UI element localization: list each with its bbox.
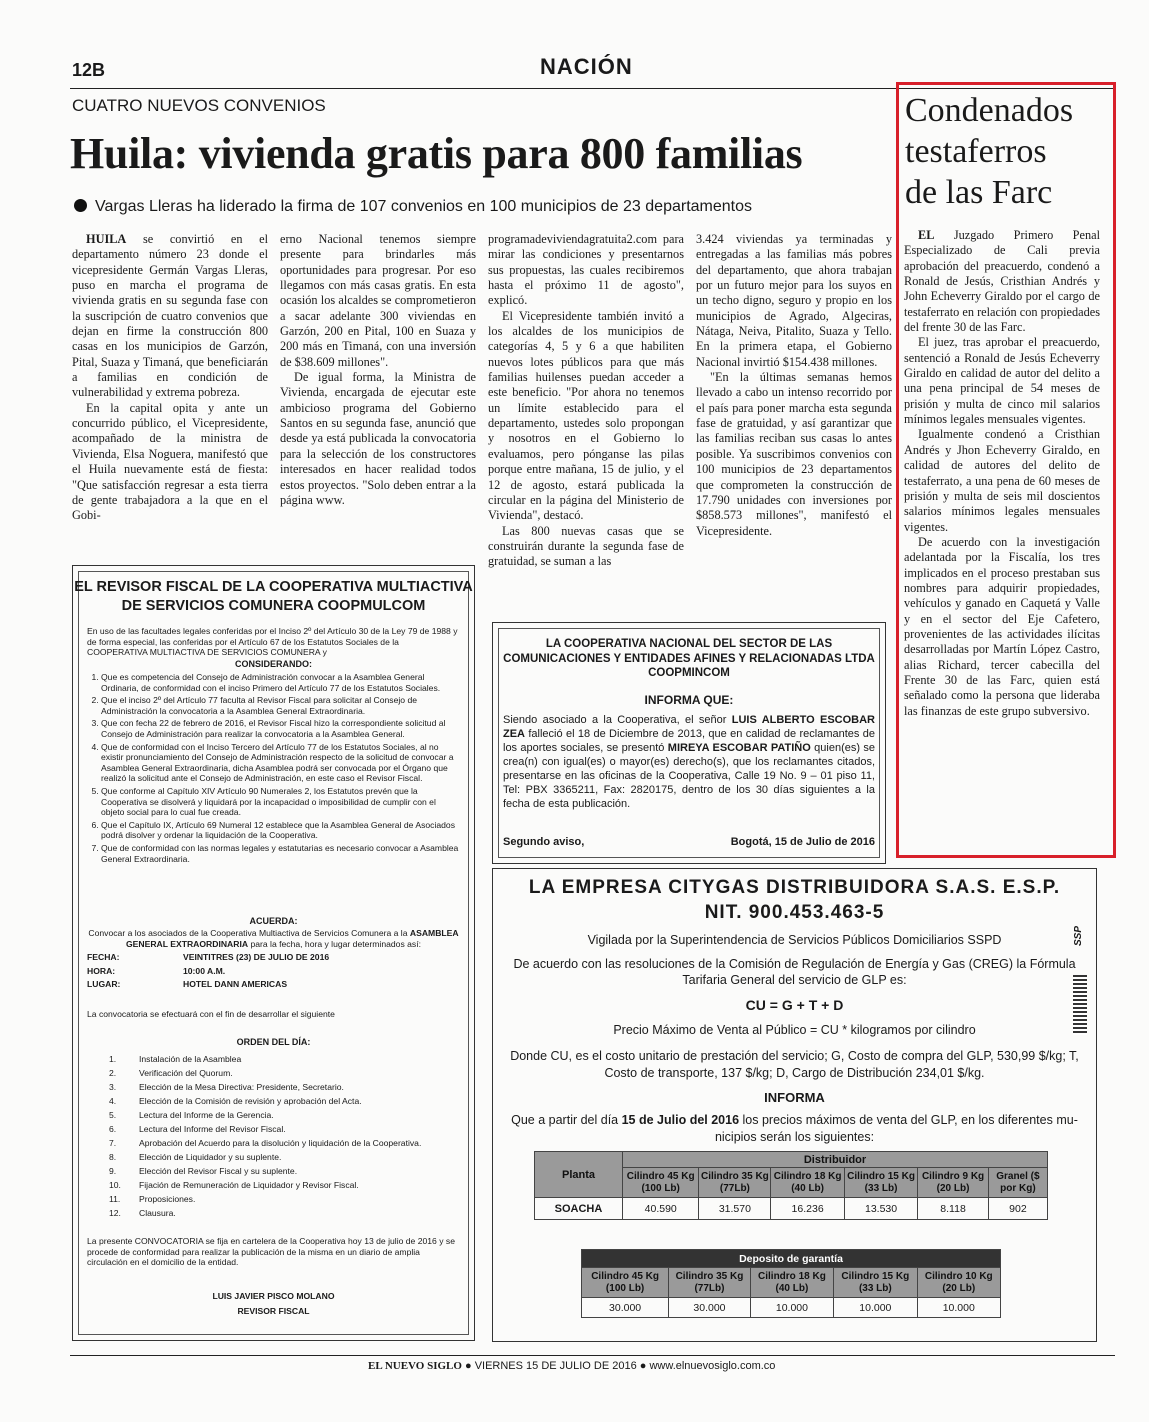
agenda-text: Proposiciones.: [139, 1194, 196, 1204]
notice-body: [503, 713, 875, 811]
ssp-barcode-icon: [1073, 975, 1087, 1035]
informa-heading: INFORMA: [764, 1090, 825, 1105]
deposit-cylinder-header: Cilindro 15 Kg (33 Lb): [834, 1268, 917, 1298]
masthead-logo: EL NUEVO SIGLO: [368, 1360, 462, 1372]
price-cell: 16.236: [771, 1198, 844, 1220]
notice-title: [73, 578, 474, 616]
price-table: [534, 1151, 1048, 1220]
company-name: LA EMPRESA CITYGAS DISTRIBUIDORA S.A.S. E.S.P.: [528, 877, 1061, 898]
acuerda-text: [87, 928, 460, 949]
agenda-number: 11.: [109, 1194, 121, 1204]
title-line: COMUNICACIONES Y ENTIDADES AFINES Y RELACIONADAS LTDA: [503, 652, 875, 665]
notice-title: [503, 637, 875, 681]
title-line: testaferros: [905, 133, 1047, 170]
acuerda-heading: ACUERDA:: [249, 916, 298, 926]
agenda-text: Elección de Liquidador y su suplente.: [139, 1152, 282, 1162]
deposit-cylinder-header: Cilindro 18 Kg (40 Lb): [750, 1268, 833, 1298]
paragraph: 3.424 viviendas ya terminadas y entregadas a las familias más pobres del departamento, que ahora trabajan por un futuro mejor para los suyos en un techo digno, seguro y propio en los municipios de Agrado, Algeciras, Nátaga, Neiva, Pitalito, Suaza y Tello. En la primera etapa, el Gobierno Nacional invirtió $154.438 millones.: [696, 232, 892, 369]
paragraph: El juez, tras aprobar el preacuerdo, sentenció a Ronald de Jesús Echeverry Giraldo en calidad de autor del delito a una pena principal de 54 meses de prisión y multa de cinco mil salarios mínimos legales mensuales vigentes.: [904, 335, 1100, 427]
agenda-item: [109, 1124, 421, 1136]
planta-soacha: SOACHA: [535, 1198, 623, 1220]
notice-coopmulcom: [72, 565, 475, 1341]
lead-word: EL: [918, 228, 935, 242]
considerando-list: [87, 672, 460, 866]
considerando-item: 5. Que conforme al Capítulo XIV Artículo 90 Numerales 2, los Estatutos prevén que la Cooperativa se disolverá y liquidará por la incapacidad o imposibilidad de cumplir con el objeto social para lo cual fue creada.: [101, 786, 460, 818]
que-text-1: [493, 1113, 1096, 1127]
assembly-type: ASAMBLEA GENERAL EXTRAORDINARIA: [125, 928, 459, 949]
agenda-number: 7.: [109, 1138, 117, 1148]
paragraph: [904, 228, 1100, 335]
dateline: HUILA: [86, 232, 127, 246]
creg-text-1: De acuerdo con las resoluciones de la Comisión de Regulación de Energía y Gas (CREG) la Fórmula: [513, 957, 1076, 971]
paragraph: Las 800 nuevas casas que se construirán durante la segunda fase de gratuidad, se suman a las: [488, 523, 684, 569]
cylinder-header: Cilindro 15 Kg (33 Lb): [844, 1168, 917, 1198]
text: los precios máximos de venta del GLP, en los diferentes mu-: [739, 1113, 1078, 1127]
agenda-item: [109, 1068, 421, 1080]
agenda-text: Elección de la Mesa Directiva: Presidente, Secretario.: [139, 1082, 344, 1092]
agenda-number: 8.: [109, 1152, 117, 1162]
deposit-cell: 30.000: [669, 1298, 751, 1318]
cylinder-header: Cilindro 45 Kg (100 Lb): [623, 1168, 699, 1198]
notice-date: Bogotá, 15 de Julio de 2016: [730, 836, 875, 848]
text: Que a partir del día: [511, 1113, 622, 1127]
deposit-cylinder-header: Cilindro 35 Kg (77Lb): [669, 1268, 751, 1298]
page-footer: [368, 1360, 775, 1372]
considerando-item: 2. Que el inciso 2º del Artículo 77 faculta al Revisor Fiscal para solicitar al Consejo de Administración la convocatoria a la Asamblea General Extraordinaria.: [101, 695, 460, 716]
agenda-item: [109, 1110, 421, 1122]
paragraph: De igual forma, la Ministra de Vivienda, encargada de ejecutar este ambicioso programa del Gobierno Santos en su segunda fase, anunció que desde ya está publicada la convocatoria para la selección de los constructores interesados en hacer realidad todos estos proyectos. "Solo deben entrar a la página www.: [280, 370, 476, 507]
agenda-text: Lectura del Informe de la Gerencia.: [139, 1110, 274, 1120]
orden-table: [107, 1052, 423, 1222]
deposit-header: Deposito de garantía: [582, 1250, 1001, 1268]
sidebar-title: [905, 90, 1073, 213]
deposit-cell: 10.000: [917, 1298, 1000, 1318]
considerando-heading: CONSIDERANDO:: [234, 659, 312, 669]
paragraph: erno Nacional tenemos siempre presente para brindarles más oportunidades para progresar. Por eso llegamos con más casas gratis. En esta ocasión los alcaldes se comprometieron a sacar adelante 300 viviendas en Garzón, 200 en Pital, 100 en Suaza y 200 más en Timaná, con una inversión de $38.609 millones".: [280, 232, 476, 369]
footer-rule: [70, 1355, 1115, 1356]
agenda-text: Instalación de la Asamblea: [139, 1054, 242, 1064]
agenda-number: 2.: [109, 1068, 117, 1078]
vigilada-text: Vigilada por la Superintendencia de Servicios Públicos Domiciliarios SSPD: [587, 933, 1002, 947]
agenda-text: Aprobación del Acuerdo para la disolución y liquidación de la Cooperativa.: [139, 1138, 422, 1148]
hora-label: HORA:: [87, 965, 116, 976]
agenda-item: [109, 1180, 421, 1192]
aviso-label: Segundo aviso,: [503, 836, 585, 848]
effective-date: 15 de Julio del 2016: [621, 1113, 740, 1127]
signer-role: REVISOR FISCAL: [237, 1305, 310, 1316]
agenda-item: [109, 1096, 421, 1108]
creg-text-2: Tarifaria General del servicio de GLP es:: [682, 973, 907, 987]
informa-heading: INFORMA QUE:: [644, 693, 734, 707]
page-number: 12B: [72, 60, 106, 80]
bullet-icon: [74, 199, 87, 212]
considerando-item: 4. Que de conformidad con el Inciso Tercero del Artículo 77 de los Estatutos Sociales, al no existir pronunciamiento del Consejo de Administración respecto de la solicitud de convocar a Asamblea General Extraordinaria, dicha Asamblea podrá ser convocada por el Órgano que realizó la solicitud ante el Consejo de Administración, en este caso el Revisor Fiscal.: [101, 742, 460, 784]
ssp-label: SSP: [1073, 925, 1084, 946]
agenda-number: 5.: [109, 1110, 117, 1120]
paragraph: [72, 232, 268, 401]
deposit-cell: 10.000: [750, 1298, 833, 1318]
article-column-2: [280, 232, 476, 508]
title-line: EL REVISOR FISCAL DE LA COOPERATIVA MULTIACTIVA: [74, 579, 473, 595]
closing-text: La presente CONVOCATORIA se fija en cartelera de la Cooperativa hoy 13 de julio de 2016 y se procede de conformidad para realizar la publicación de la misma en un diario de amplia circulación en el domicilio de la entidad.: [87, 1236, 455, 1268]
signature-block: [87, 1291, 460, 1316]
donde-text-2: Costo de transporte, 137 $/kg; D, Cargo de Distribución 234,01 $/kg.: [604, 1066, 985, 1080]
agenda-item: [109, 1194, 421, 1206]
agenda-number: 4.: [109, 1096, 117, 1106]
deposit-cell: 10.000: [834, 1298, 917, 1318]
text: quien(es) se crea(n) con igual(es) o mayor(es) derecho(s), que los reclamantes citados, presentarse en las oficinas de la Cooperativa, Calle 19 No. 9 – 01 piso 11, Tel: PBX 3365211, Fax: 2820175, dentro de los 30 días siguientes a la fecha de esta publicación.: [503, 742, 875, 810]
paragraph-text: Juzgado Primero Penal Especializado de Cali previa aprobación del preacuerdo, condenó a Ronald de Jesús, Cristhian Andrés y John Echeverry Giraldo por el cargo de testaferrato en relación con propiedades del frente 30 de las Farc.: [904, 228, 1100, 335]
agenda-item: [109, 1166, 421, 1178]
price-cell: 13.530: [844, 1198, 917, 1220]
agenda-item: [109, 1054, 421, 1066]
deposit-cylinder-header: Cilindro 10 Kg (20 Lb): [917, 1268, 1000, 1298]
cylinder-header: Cilindro 9 Kg (20 Lb): [918, 1168, 989, 1198]
deposit-cylinder-header: Cilindro 45 Kg (100 Lb): [582, 1268, 669, 1298]
agenda-item: [109, 1208, 421, 1220]
deposit-cell: 30.000: [582, 1298, 669, 1318]
section-name: NACIÓN: [540, 54, 633, 79]
convocatoria-note: La convocatoria se efectuará con el fin de desarrollar el siguiente: [87, 1009, 335, 1019]
agenda-item: [109, 1152, 421, 1164]
agenda-text: Elección del Revisor Fiscal y su suplente.: [139, 1166, 298, 1176]
agenda-item: [109, 1082, 421, 1094]
considerando-item: 1. Que es competencia del Consejo de Administración convocar a la Asamblea General Ordinaria, de conformidad con el inciso Primero del Artículo 77 de los Estatutos Sociales.: [101, 672, 460, 693]
article-kicker: CUATRO NUEVOS CONVENIOS: [72, 96, 326, 115]
meeting-details: [87, 952, 460, 990]
fecha-value: VEINTITRES (23) DE JULIO DE 2016: [183, 952, 330, 962]
price-cell: 31.570: [699, 1198, 771, 1220]
agenda-text: Lectura del Informe del Revisor Fiscal.: [139, 1124, 286, 1134]
text: Siendo asociado a la Cooperativa, el señor: [503, 714, 732, 726]
tariff-formula: CU = G + T + D: [745, 997, 844, 1013]
paragraph-text: se convirtió en el departamento número 23 donde el vicepresidente Germán Vargas Lleras, puso en marcha el programa de vivienda gratis en su segunda fase con la suscripción de cuatro convenios que dejan en firme la construcción 800 casas en los municipios de Garzón, Pital, Suaza y Timaná, que beneficiarán a familias en condición de vulnerabilidad y extrema pobreza.: [72, 232, 268, 400]
text: falleció el 18 de Diciembre de 2013, que en calidad de reclamantes de los aportes sociales, se presentó: [503, 728, 875, 754]
paragraph: El Vicepresidente también invitó a los alcaldes de los municipios de categorías 4, 5 y 6 a que habiliten nuevos lotes públicos para que más familias huilenses puedan acceder a este beneficio. "Por ahora no tenemos un límite establecido para el departamento, ustedes solo propongan y nosotros en el Gobierno lo evaluamos, pero pónganse las pilas porque entre mañana, 15 de julio, y el 12 de agosto, estará publicada la circular en la página del Ministerio de Vivienda", destacó.: [488, 308, 684, 523]
paragraph: Igualmente condenó a Cristhian Andrés y Jhon Echeverry Giraldo, en calidad de autores del delito de testaferrato, a una pena de 60 meses de prisión y multa de seis mil doscientos salarios mínimos legales mensuales vigentes.: [904, 427, 1100, 534]
agenda-number: 1.: [109, 1054, 117, 1064]
agenda-text: Verificación del Quorum.: [139, 1068, 233, 1078]
lugar-label: LUGAR:: [87, 979, 121, 990]
donde-text-1: Donde CU, es el costo unitario de prestación del servicio; G, Costo de compra del GLP, 530,99 $/kg; T,: [510, 1049, 1079, 1063]
agenda-number: 9.: [109, 1166, 117, 1176]
orden-heading: ORDEN DEL DÍA:: [236, 1037, 311, 1047]
title-line: de las Farc: [905, 174, 1053, 211]
notice-citygas: [492, 868, 1097, 1342]
sidebar-body: [904, 228, 1100, 719]
price-cell: 8.118: [918, 1198, 989, 1220]
agenda-number: 12.: [109, 1208, 121, 1218]
article-column-1: [72, 232, 268, 524]
claimant-name: MIREYA ESCOBAR PATIÑO: [667, 742, 811, 754]
title-line: DE SERVICIOS COMUNERA COOPMULCOM: [121, 598, 426, 614]
que-text-2: nicipios serán los siguientes:: [714, 1130, 875, 1144]
price-cell: 902: [988, 1198, 1047, 1220]
footer-website: www.elnuevosiglo.com.co: [649, 1360, 776, 1372]
agenda-item: [109, 1138, 421, 1150]
paragraph: En la capital opita y ante un concurrido público, el Vicepresidente, acompañado de la ministra de Vivienda, Elsa Noguera, manifestó que el Huila nuevamente está de fiesta: "Que satisfacción regresar a esta tierra de gente trabajadora a la que en el Gobi-: [72, 400, 268, 523]
deck-text: Vargas Lleras ha liderado la firma de 107 convenios en 100 municipios de 23 departamentos: [95, 198, 752, 215]
agenda-text: Elección de la Comisión de revisión y aprobación del Acta.: [139, 1096, 362, 1106]
cylinder-header: Cilindro 35 Kg (77Lb): [699, 1168, 771, 1198]
planta-header: Planta: [535, 1152, 623, 1198]
footer-date: VIERNES 15 DE JULIO DE 2016: [474, 1360, 637, 1372]
paragraph: "En la últimas semanas hemos llevado a cabo un intenso recorrido por el país para poner marcha esta segunda fase de gratuidad, y así garantizar que las familias reciban sus casas lo antes posible. Ya suscribimos convenios con 100 municipios de 23 departamentos que comprometen la construcción de 17.790 unidades con inversiones por $858.573 millones", manifestó el Vicepresidente.: [696, 370, 892, 538]
agenda-number: 6.: [109, 1124, 117, 1134]
considerando-item: 3. Que con fecha 22 de febrero de 2016, el Revisor Fiscal hizo la correspondiente solicitud al Consejo de Administración para realizar la convocatoria a la Asamblea General.: [101, 718, 460, 739]
considerando-item: 7. Que de conformidad con las normas legales y estatutarias es necesario convocar a Asamblea General Extraordinaria.: [101, 843, 460, 864]
paragraph: De acuerdo con la investigación adelantada por la Fiscalía, los tres implicados en el proceso prestaban sus nombres para adquirir propiedades, vehículos y ganado en Caquetá y Valle y en el sector del Eje Cafetero, provenientes de las actividades ilícitas desarrolladas por Martín López Castro, alias Richard, tercer cabecilla del Frente 30 de las Farc, quien está señalado como la persona que lideraba las finanzas de este grupo subversivo.: [904, 534, 1100, 718]
agenda-text: Clausura.: [139, 1208, 176, 1218]
bullet-icon: ●: [639, 1360, 650, 1372]
signer-name: LUIS JAVIER PISCO MOLANO: [212, 1291, 335, 1301]
notice-intro: En uso de las facultades legales conferidas por el Inciso 2º del Artículo 30 de la Ley 79 de 1988 y de forma especial, las conferidas por el Artículo 67 de los Estatutos Sociales de la COOPERATIVA MULTIACTIVA DE SERVICIOS COMUNERA y: [87, 626, 458, 658]
agenda-number: 3.: [109, 1082, 117, 1092]
lugar-value: HOTEL DANN AMERICAS: [183, 979, 288, 990]
distribuidor-header: Distribuidor: [623, 1152, 1048, 1168]
price-cell: 40.590: [623, 1198, 699, 1220]
company-nit: NIT. 900.453.463-5: [704, 902, 885, 923]
text: Convocar a los asociados de la Cooperativa Multiactiva de Servicios Comunera a la: [88, 928, 408, 938]
paragraph: programadeviviendagratuita2.com para mirar las condiciones y presentarnos sus propuestas, las cuales recibiremos hasta el próximo 11 de agosto", explicó.: [488, 232, 684, 308]
fecha-label: FECHA:: [87, 952, 120, 962]
considerando-item: 6. Que el Capítulo IX, Artículo 69 Numeral 12 establece que la Asamblea General de Asociados podrá disolver y ordenar la liquidación de la Cooperativa.: [101, 820, 460, 841]
article-column-4: [696, 232, 892, 539]
article-column-3: [488, 232, 684, 570]
precio-text: Precio Máximo de Venta al Público = CU * kilogramos por cilindro: [613, 1023, 976, 1037]
notice-coopmincom: [492, 622, 886, 864]
cylinder-header: Granel ($ por Kg): [988, 1168, 1047, 1198]
title-line: LA COOPERATIVA NACIONAL DEL SECTOR DE LAS: [545, 638, 833, 650]
agenda-text: Fijación de Remuneración de Liquidador y Revisor Fiscal.: [139, 1180, 359, 1190]
article-deck: [74, 198, 752, 216]
agenda-number: 10.: [109, 1180, 121, 1190]
hora-value: 10:00 A.M.: [183, 965, 226, 976]
article-headline: Huila: vivienda gratis para 800 familias: [70, 129, 803, 178]
bullet-icon: ●: [464, 1360, 475, 1372]
title-line: COOPMINCOM: [648, 667, 730, 679]
deposit-table: [581, 1249, 1001, 1318]
text: para la fecha, hora y lugar determinados así:: [248, 938, 421, 949]
title-line: Condenados: [905, 92, 1074, 129]
notice-footer: [503, 835, 875, 849]
cylinder-header: Cilindro 18 Kg (40 Lb): [771, 1168, 844, 1198]
deceased-name: LUIS ALBERTO ESCOBAR ZEA: [503, 714, 875, 740]
